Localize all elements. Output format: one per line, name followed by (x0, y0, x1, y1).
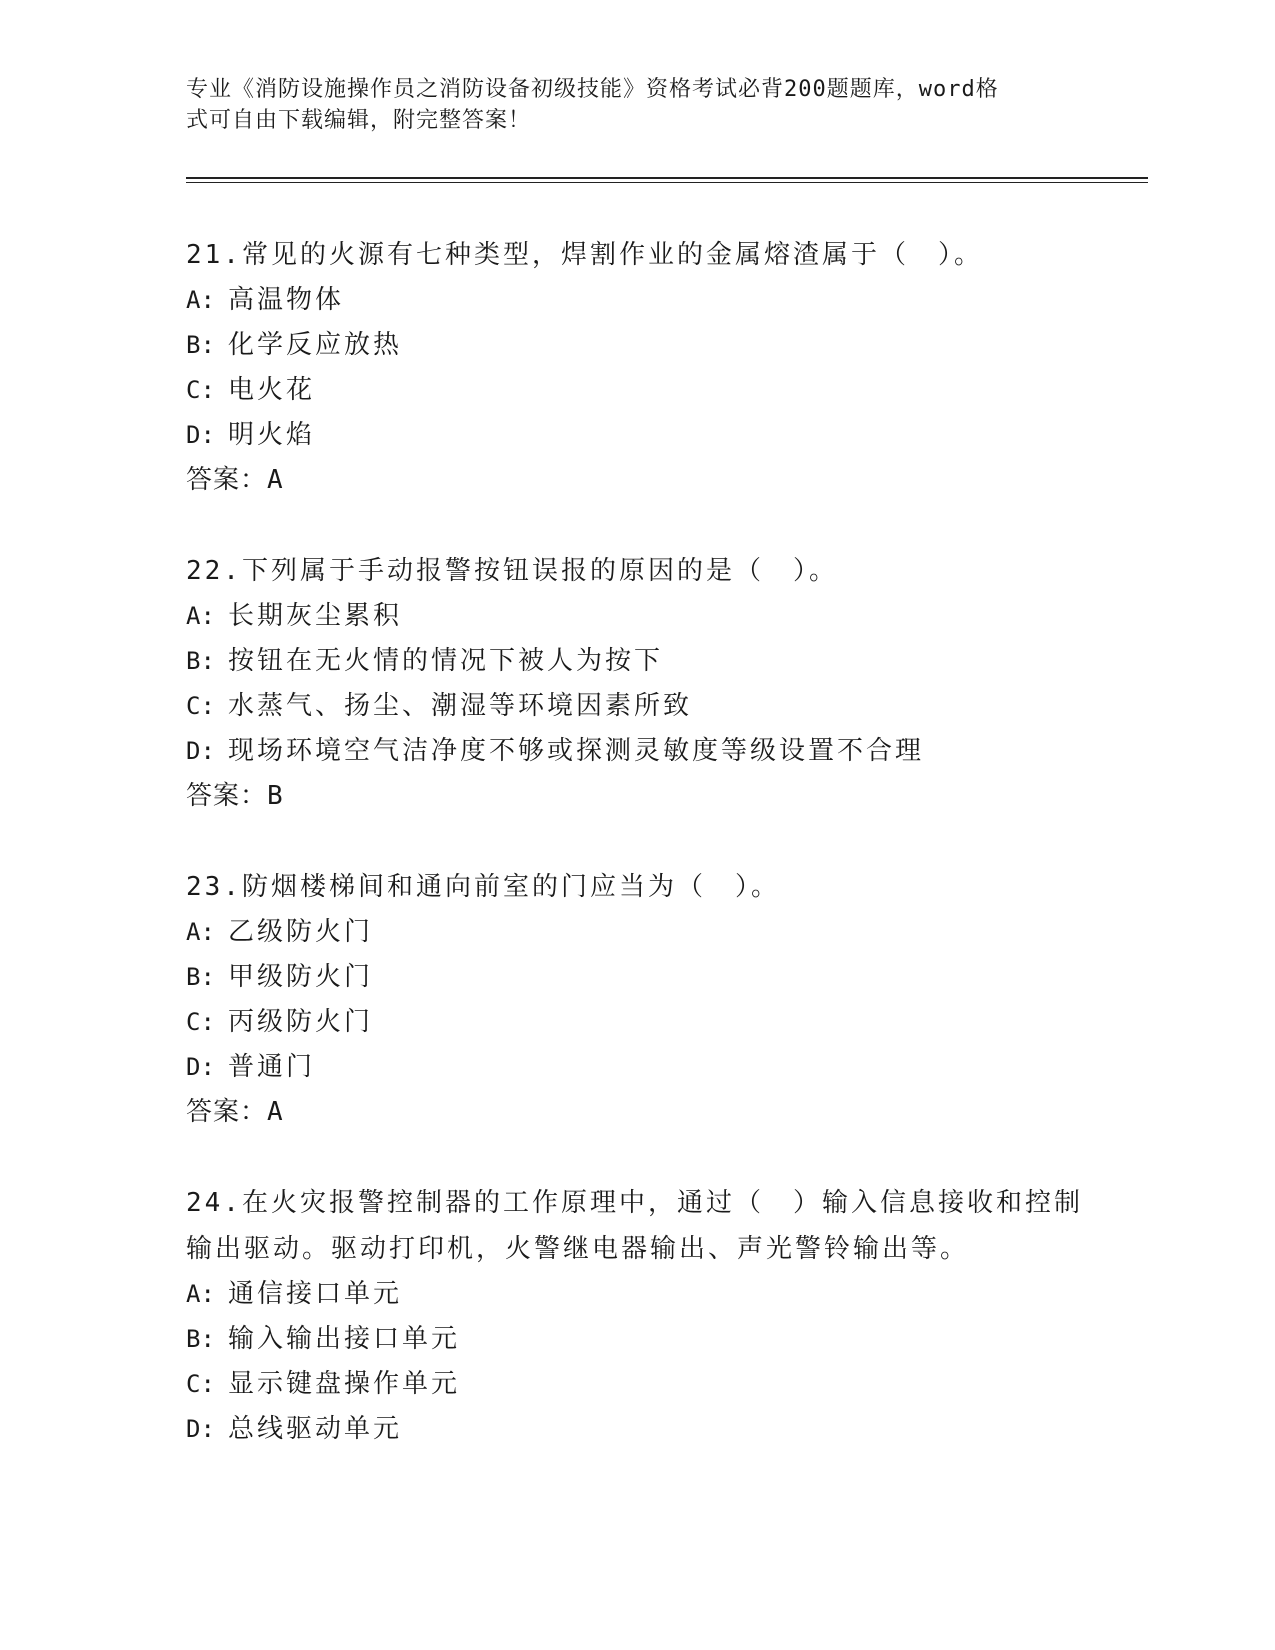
question-stem: 22.下列属于手动报警按钮误报的原因的是（ ）。 (186, 556, 838, 586)
answer-line (186, 774, 1086, 819)
answer-value: B (267, 781, 284, 811)
option-text: 现场环境空气洁净度不够或探测灵敏度等级设置不合理 (228, 736, 925, 766)
option-text: 高温物体 (228, 285, 345, 315)
question-stem: 21.常见的火源有七种类型，焊割作业的金属熔渣属于（ ）。 (186, 240, 983, 270)
option-c (186, 368, 1086, 413)
option-text: 明火焰 (228, 420, 316, 450)
option-text: 长期灰尘累积 (228, 601, 403, 631)
option-letter: A: (186, 286, 215, 314)
header-divider-thick (186, 177, 1148, 179)
question-stem: 24.在火灾报警控制器的工作原理中，通过（ ）输入信息接收和控制输出驱动。驱动打印机，火警继电器输出、声光警铃输出等。 (186, 1188, 1083, 1264)
option-b (186, 639, 1086, 684)
header-line-2: 式可自由下载编辑，附完整答案！ (186, 108, 532, 133)
option-letter: C: (186, 1370, 215, 1398)
option-text: 乙级防火门 (228, 917, 374, 947)
option-letter: C: (186, 376, 215, 404)
option-letter: B: (186, 331, 215, 359)
option-d (186, 1045, 1086, 1090)
answer-label: 答案： (186, 1097, 268, 1127)
option-text: 输入输出接口单元 (228, 1324, 461, 1354)
document-header (186, 74, 1086, 136)
option-letter: D: (186, 1415, 215, 1443)
question-22 (186, 548, 1086, 819)
option-c (186, 1362, 1086, 1407)
option-b (186, 1317, 1086, 1362)
option-text: 通信接口单元 (228, 1279, 403, 1309)
option-letter: C: (186, 692, 215, 720)
option-letter: C: (186, 1008, 215, 1036)
option-d (186, 413, 1086, 458)
option-b (186, 323, 1086, 368)
option-a (186, 1272, 1086, 1317)
option-d (186, 729, 1086, 774)
question-stem: 23.防烟楼梯间和通向前室的门应当为（ ）。 (186, 872, 780, 902)
option-letter: B: (186, 1325, 215, 1353)
option-text: 丙级防火门 (228, 1007, 374, 1037)
question-23 (186, 864, 1086, 1135)
header-divider-thin (186, 182, 1148, 183)
option-c (186, 1000, 1086, 1045)
option-text: 总线驱动单元 (228, 1414, 403, 1444)
option-text: 普通门 (228, 1052, 316, 1082)
option-letter: D: (186, 737, 215, 765)
header-line-1: 专业《消防设施操作员之消防设备初级技能》资格考试必背200题题库，word格 (186, 77, 999, 102)
option-letter: D: (186, 421, 215, 449)
option-letter: B: (186, 647, 215, 675)
option-text: 电火花 (228, 375, 316, 405)
option-text: 显示键盘操作单元 (228, 1369, 461, 1399)
option-a (186, 910, 1086, 955)
option-d (186, 1407, 1086, 1452)
option-letter: A: (186, 1280, 215, 1308)
option-text: 按钮在无火情的情况下被人为按下 (228, 646, 664, 676)
answer-value: A (267, 1097, 284, 1127)
question-list (186, 232, 1086, 1497)
answer-line (186, 1090, 1086, 1135)
answer-value: A (267, 465, 284, 495)
option-a (186, 594, 1086, 639)
answer-label: 答案： (186, 465, 268, 495)
option-b (186, 955, 1086, 1000)
answer-line (186, 458, 1086, 503)
question-24 (186, 1180, 1086, 1452)
option-text: 化学反应放热 (228, 330, 403, 360)
option-letter: A: (186, 918, 215, 946)
question-21 (186, 232, 1086, 503)
option-c (186, 684, 1086, 729)
option-text: 水蒸气、扬尘、潮湿等环境因素所致 (228, 691, 693, 721)
option-letter: D: (186, 1053, 215, 1081)
option-letter: B: (186, 963, 215, 991)
answer-label: 答案： (186, 781, 268, 811)
option-a (186, 278, 1086, 323)
option-text: 甲级防火门 (228, 962, 374, 992)
option-letter: A: (186, 602, 215, 630)
